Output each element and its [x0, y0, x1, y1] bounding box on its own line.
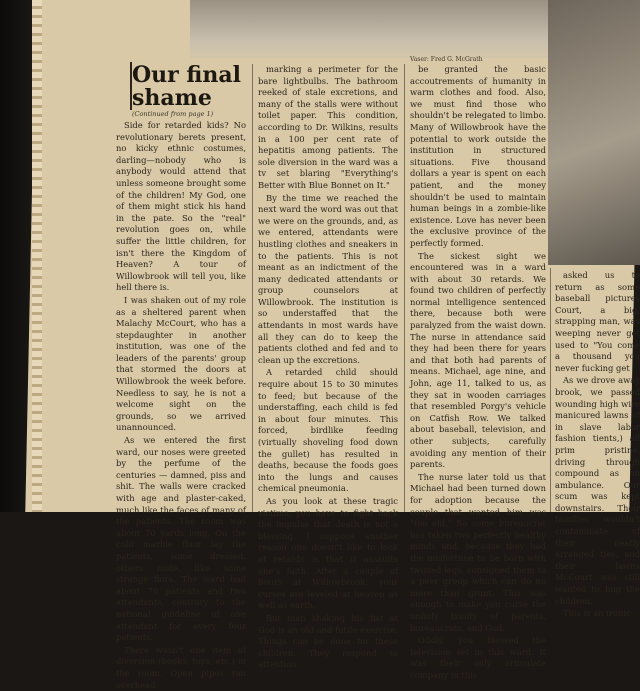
- news-photo-right: [548, 0, 640, 265]
- column-divider: [252, 64, 253, 512]
- paragraph: Side for retarded kids? No revolutionary berets present, no kicky ethnic costumes, darling—nobody who is anybody would attend that unless someone brought some of the children! My God, one of them might stick his hand in the pate. So the "real" revolution goes on, while suffer the little children, for isn't there the Kingdom of Heaven? A tour of Willowbrook will tell you, like hell there is.: [116, 120, 246, 293]
- paragraph: But man shaking his fist at God is an old and futile exercise. Things can be done for these children. They respond to attention: [258, 612, 398, 670]
- paragraph: The sickest sight we encountered was in a ward with about 30 retards. We found two children of perfectly normal intelligence sentenced there, because both were paralyzed from the waist down. The nurse in attendance said they had been there for years and that both had parents of means. Michael, age nine, and John, age 11, talked to us, as they sat in wooden carriages that resembled Porgy's vehicle on Catfish Row. We talked about baseball, television, and other subjects, carefully avoiding any mention of their parents.: [410, 250, 546, 470]
- column-divider: [550, 268, 551, 512]
- article-column-1: [116, 120, 246, 690]
- paragraph: As we drove away brook, we passed wounding high wire manicured lawns of in slave labor fashion tients,) all prim pristine, driving through compound as an ambulance. Our scum was kept downstairs. Their families wouldn't contaminate of their neatly arranged ties, and their lawns McCourt was still wanted to hug the children.: [555, 375, 640, 606]
- paragraph: As you look at these tragic victims, you have to fight back the impulse that death is not a blessing. I suppose another reason one doesn't like to look at retards is that it assaults one's faith. After a couple of hours at Willowbrook, your curses are leveled at heaven as well as earth.: [258, 495, 398, 611]
- paragraph: There wasn't one item of diversion (books, toys, etc.) in the room. Open pipes ran overhead: [116, 644, 246, 690]
- article-column-2: [258, 64, 398, 670]
- paragraph: I was shaken out of my role as a sheltered parent when Malachy McCourt, who has a stepdaughter in another institution, was one of the leaders of the parents' group that stormed the doors at Willowbrook the week before. Needless to say, he is not a welcome sight on the grounds, so we arrived unannounced.: [116, 294, 246, 433]
- paragraph: marking a perimeter for the bare lightbulbs. The bathroom reeked of stale excretions, and many of the stalls were without toilet paper. This condition, according to Dr. Wilkins, results in a 100 per cent rate of hepatitis among patients. The sole diversion in the ward was a tv set blaring "Everything's Better with Blue Bonnet on It.": [258, 64, 398, 190]
- paragraph: This is an ironic: [563, 608, 631, 619]
- paragraph: Oddly, you blessed the television set in this ward. It was their only articulate company in this: [410, 635, 546, 680]
- paragraph: The nurse later told us that Michael had been turned down for adoption because the couple that wanted him was "too old." So some bureaucrat has taken two perfectly healthy minds and, because they had the misfortune to be born with twisted legs, consigned them to a peer group which can do no more than grunt. This was enough to make you curse the unholy trinity of parents, bureaucrats, and God.: [410, 471, 546, 633]
- continued-note: (Continued from page 1): [132, 110, 214, 118]
- paragraph: asked us to return as some baseball pictures Court, a big, strapping man, was weeping never get used to "You come a thousand you never fucking get: [555, 270, 640, 373]
- headline: Our final shame: [132, 62, 242, 111]
- torn-paper-edge: [32, 0, 42, 512]
- photo-credit: Vaser: Fred G. McGrath: [410, 56, 483, 63]
- article-column-3: [410, 64, 546, 680]
- paragraph: As we entered the first ward, our noses were greeted by the perfume of the centuries — damned, piss and shit. The walls were cracked with age and plaster-caked, much like the faces of many of the patients. The room was about 70 yards long. On the cold marble floor lay the patients, some dressed, others nude, like some strange flora. The ward had about 70 patients and two attendants, contrary to the national guideline of one attendant for every four patients.: [116, 435, 246, 643]
- news-photo-top: [190, 0, 550, 58]
- paragraph: be granted the basic accoutrements of humanity in warm clothes and food. Also, we must find those who shouldn't be relegated to limbo. Many of Willowbrook have the potential to work outside the institution in structured situations. Five thousand dollars a year is spent on each patient, and the money shouldn't be used to maintain human beings in a zombie-like existence. Love has never been the exclusive province of the perfectly formed.: [410, 64, 546, 248]
- article-column-4: [555, 270, 640, 619]
- column-divider: [404, 64, 405, 512]
- paragraph: A retarded child should require about 15 to 30 minutes to feed; but because of the understaffing, each child is fed in about four minutes. This forced, birdlike feeding (virtually shoveling food down the gullet) has resulted in deaths, because the foods goes into the lungs and causes chemical pneumonia.: [258, 367, 398, 494]
- paragraph: By the time we reached the next ward the word was out that we were on the grounds, and, as we entered, attendants were hustling clothes and sneakers in to the patients. This is not meant as an indictment of the many dedicated attendants or group counselors at Willowbrook. The institution is so understaffed that the attendants in most wards have all they can do to keep the patients clothed and fed and to clean up the excretions.: [258, 192, 398, 365]
